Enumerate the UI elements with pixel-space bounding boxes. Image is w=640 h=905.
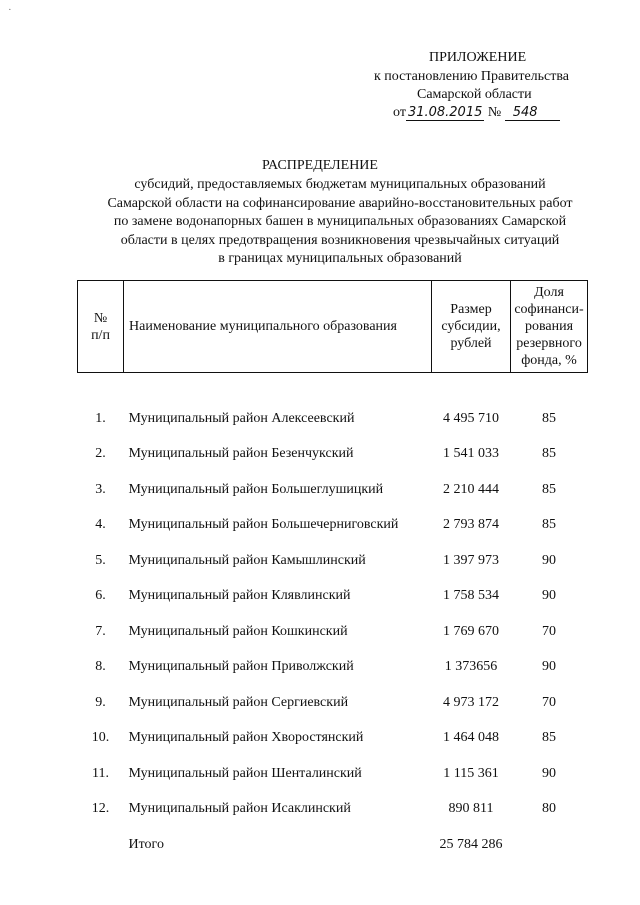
row-share: 85: [542, 730, 556, 746]
table-row: [78, 614, 588, 650]
appendix-line-1: к постановлению Правительства: [374, 69, 570, 84]
subtitle-line: Самарской области на софинансирование аварийно-восстановительных работ: [107, 195, 573, 211]
row-number: 10.: [91, 730, 110, 746]
row-amount: 1 769 670: [443, 623, 499, 639]
row-name: Муниципальный район Безенчукский: [128, 446, 354, 462]
row-number: 4.: [95, 517, 106, 533]
table-row: [78, 401, 588, 437]
appendix-title: ПРИЛОЖЕНИЕ: [429, 50, 527, 65]
table-row: [78, 650, 588, 686]
row-name: Муниципальный район Алексеевский: [128, 410, 355, 426]
row-amount: 1 541 033: [443, 446, 499, 462]
row-share: 85: [542, 481, 556, 497]
appendix-date-line: [393, 105, 560, 121]
row-number: 9.: [95, 694, 106, 710]
row-name: Муниципальный район Большечерниговский: [128, 517, 399, 533]
from-label: от: [393, 105, 406, 120]
row-amount: 1 758 534: [443, 588, 499, 604]
row-number: 11.: [92, 765, 109, 781]
document-date: 31.08.2015: [407, 105, 483, 120]
row-name: Муниципальный район Большеглушицкий: [128, 481, 384, 497]
document-heading: РАСПРЕДЕЛЕНИЕ: [262, 158, 378, 173]
table-row: [78, 508, 588, 544]
row-share: 70: [542, 623, 556, 639]
row-amount: 1 397 973: [443, 552, 499, 568]
document-number: 548: [505, 106, 560, 121]
row-amount: 1 373656: [444, 659, 498, 675]
row-number: 12.: [91, 801, 110, 817]
row-number: 8.: [95, 659, 106, 675]
row-share: 80: [542, 801, 556, 817]
header-num-line: п/п: [91, 327, 110, 343]
row-share: 70: [542, 694, 556, 710]
appendix-line-2: Самарской области: [417, 87, 532, 102]
row-name: Муниципальный район Исаклинский: [128, 801, 351, 817]
subsidy-table: [77, 280, 588, 863]
header-amount: [432, 281, 511, 373]
corner-mark: ·: [8, 4, 12, 16]
row-amount: 1 115 361: [443, 765, 499, 781]
row-share: 90: [542, 765, 556, 781]
table-row: [78, 437, 588, 473]
row-amount: 2 210 444: [443, 481, 499, 497]
row-number: 3.: [95, 481, 106, 497]
total-amount: 25 784 286: [439, 836, 503, 852]
row-share: 90: [542, 552, 556, 568]
row-number: 6.: [95, 588, 106, 604]
header-name: Наименование муниципального образования: [124, 281, 432, 373]
subtitle-line: в границах муниципальных образований: [218, 251, 462, 266]
table-header-row: [78, 281, 588, 373]
row-name: Муниципальный район Хворостянский: [128, 730, 364, 746]
header-num-line: №: [93, 310, 108, 326]
row-amount: 4 973 172: [443, 694, 499, 710]
row-amount: 4 495 710: [443, 410, 499, 426]
table-row: [78, 543, 588, 579]
row-share: 85: [542, 410, 556, 426]
table-row: [78, 685, 588, 721]
header-share-line: Доля: [534, 285, 564, 300]
row-share: 90: [542, 588, 556, 604]
row-amount: 1 464 048: [443, 730, 499, 746]
header-num: [78, 281, 124, 373]
table-row: [78, 472, 588, 508]
document-subtitle: [40, 176, 640, 269]
header-share-line: фонда, %: [521, 353, 577, 368]
table-row: [78, 792, 588, 828]
header-amount-line: Размер: [450, 302, 492, 317]
number-label: №: [487, 105, 502, 120]
row-share: 85: [542, 517, 556, 533]
row-name: Муниципальный район Шенталинский: [128, 765, 362, 781]
row-name: Муниципальный район Кошкинский: [128, 623, 348, 639]
total-row: [78, 827, 588, 863]
header-share: [511, 281, 588, 373]
table-row: [78, 721, 588, 757]
header-amount-line: рублей: [450, 336, 492, 351]
total-label: Итого: [128, 836, 164, 852]
table-body: [78, 373, 588, 828]
row-name: Муниципальный район Сергиевский: [128, 694, 349, 710]
row-number: 2.: [95, 446, 106, 462]
row-name: Муниципальный район Клявлинский: [128, 588, 351, 604]
spacer-row: [78, 373, 588, 402]
header-share-line: софинанси-: [514, 302, 584, 317]
row-number: 7.: [95, 623, 106, 639]
row-share: 90: [542, 659, 556, 675]
subtitle-line: субсидий, предоставляемых бюджетам муниципальных образований: [134, 177, 546, 192]
row-number: 5.: [95, 552, 106, 568]
table-row: [78, 579, 588, 615]
subtitle-line: области в целях предотвращения возникновения чрезвычайных ситуаций: [120, 232, 560, 248]
table-row: [78, 756, 588, 792]
subtitle-line: по замене водонапорных башен в муниципальных образованиях Самарской: [113, 214, 567, 229]
header-share-line: рования: [524, 319, 574, 334]
header-share-line: резервного: [516, 336, 582, 351]
row-name: Муниципальный район Приволжский: [128, 659, 354, 675]
row-amount: 890 811: [448, 801, 494, 817]
header-amount-line: субсидии,: [441, 319, 501, 334]
row-amount: 2 793 874: [443, 517, 499, 533]
row-number: 1.: [95, 410, 106, 426]
row-name: Муниципальный район Камышлинский: [128, 552, 366, 568]
row-share: 85: [542, 446, 556, 462]
